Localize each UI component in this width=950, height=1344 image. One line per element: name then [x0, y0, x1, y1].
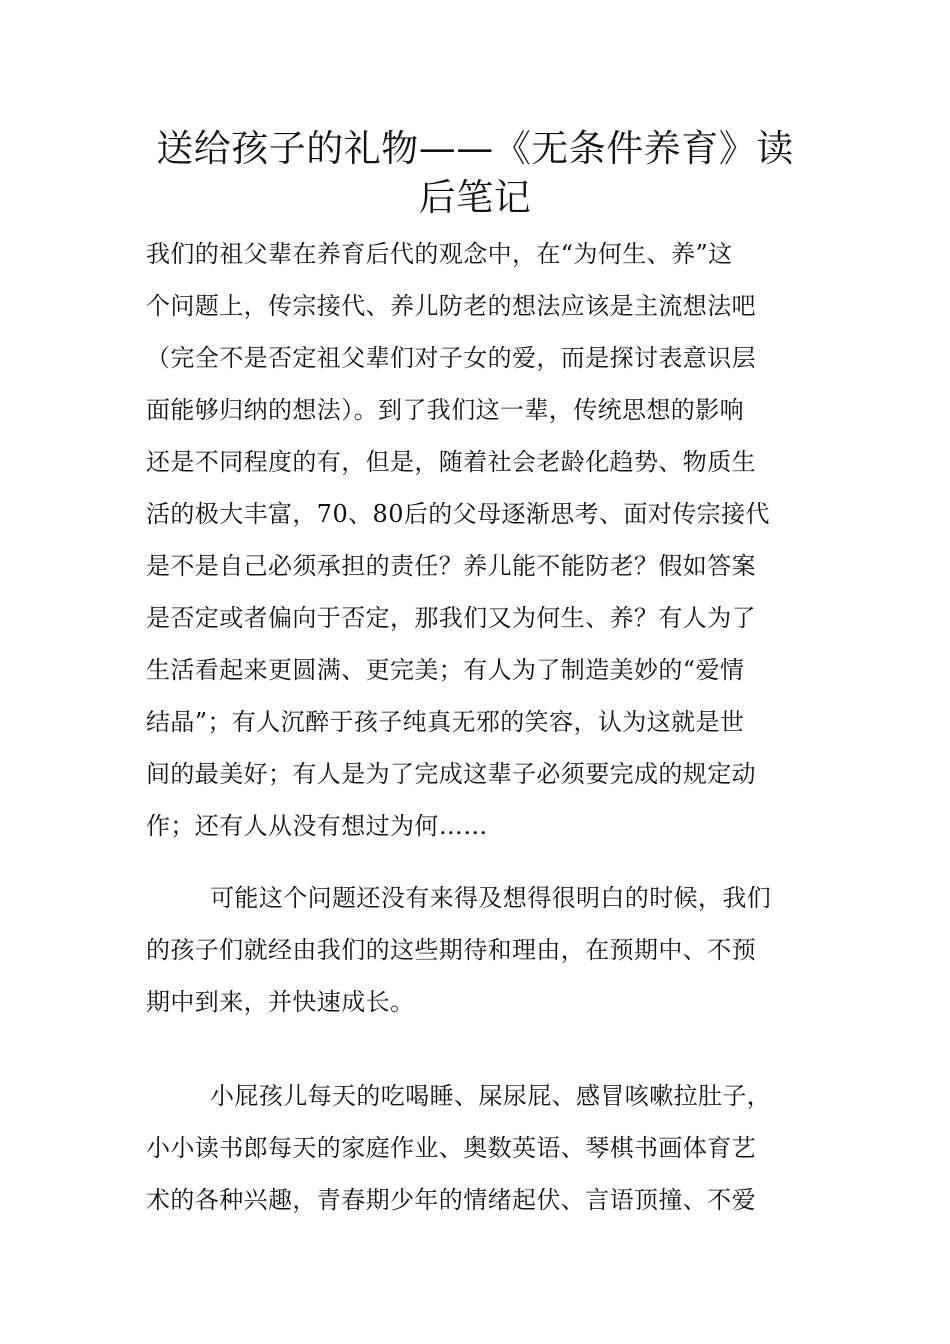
text-line: 小屁孩儿每天的吃喝睡、屎尿屁、感冒咳嗽拉肚子，: [210, 1082, 772, 1110]
text-line: 活的极大丰富，70、80后的父母逐渐思考、面对传宗接代: [146, 500, 770, 528]
text-line: 面能够归纳的想法）。到了我们这一辈，传统思想的影响: [146, 396, 744, 424]
text-line: 个问题上，传宗接代、养儿防老的想法应该是主流想法吧: [146, 292, 756, 320]
title-line: 送给孩子的礼物——《无条件养育》读: [156, 127, 794, 170]
text-line: 是不是自己必须承担的责任？养儿能不能防老？假如答案: [146, 552, 756, 580]
text-line: 是否定或者偏向于否定，那我们又为何生、养？有人为了: [146, 604, 756, 632]
text-line: 我们的祖父辈在养育后代的观念中，在“为何生、养”这: [146, 240, 733, 268]
text-line: 术的各种兴趣，青春期少年的情绪起伏、言语顶撞、不爱: [146, 1186, 756, 1214]
text-line: 作；还有人从没有想过为何……: [146, 812, 488, 840]
paragraph-1: [146, 228, 826, 852]
text-line: 的孩子们就经由我们的这些期待和理由，在预期中、不预: [146, 936, 756, 964]
paragraph-2: [146, 872, 826, 1028]
text-line: （完全不是否定祖父辈们对子女的爱，而是探讨表意识层: [146, 344, 756, 372]
text-line: 结晶”；有人沉醉于孩子纯真无邪的笑容，认为这就是世: [146, 708, 745, 736]
text-line: 间的最美好；有人是为了完成这辈子必须要完成的规定动: [146, 760, 756, 788]
text-line: 期中到来，并快速成长。: [146, 988, 415, 1016]
text-line: 生活看起来更圆满、更完美；有人为了制造美妙的“爱情: [146, 656, 745, 684]
text-line: 可能这个问题还没有来得及想得很明白的时候，我们: [210, 884, 772, 912]
text-line: 小小读书郎每天的家庭作业、奥数英语、琴棋书画体育艺: [146, 1134, 756, 1162]
text-line: 还是不同程度的有，但是，随着社会老龄化趋势、物质生: [146, 448, 756, 476]
document-title: [120, 124, 830, 222]
title-line: 后笔记: [418, 176, 532, 219]
paragraph-3: [146, 1070, 826, 1226]
